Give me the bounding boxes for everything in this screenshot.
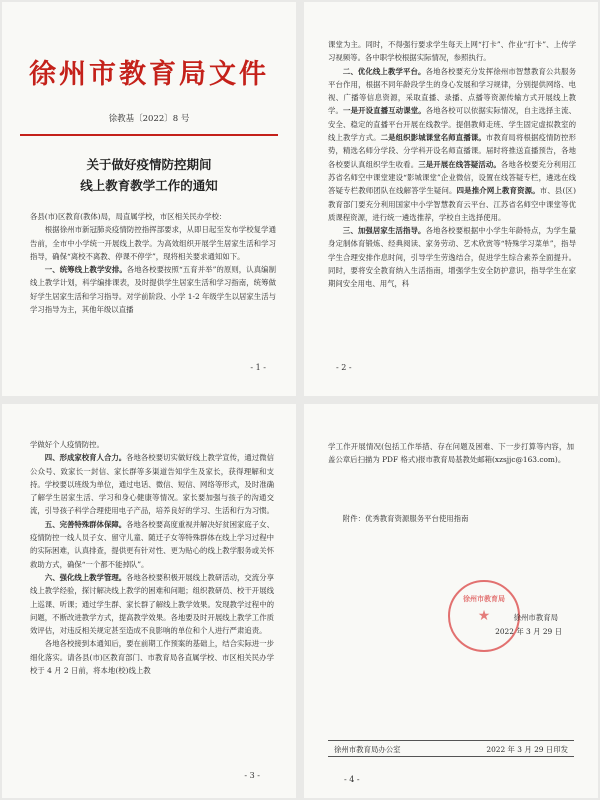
sub-item-3-text: 各地各校要充分利用江苏省名师空中课堂建设“影城课堂”企业微信，设置在线答疑专栏，遴选在线答疑专栏教师团队在线解答学生疑问。 [328,159,576,196]
section-6-heading: 六、强化线上教学管理。 [44,572,127,582]
page-1-body [30,210,276,316]
section-6-paragraph [30,571,274,637]
section-3-heading: 三、加强居家生活指导。 [342,226,426,236]
section-2-heading: 二、优化线上教学平台。 [342,66,426,76]
seal-star-icon: ★ [477,608,491,624]
section-5-heading: 五、完善特殊群体保障。 [44,519,127,529]
sub-item-4-text: 市、县(区)教育部门要充分利用国家中小学智慧教育云平台、江苏省名师空中课堂等优质课程资源，进行统一遴选推荐，学校自主选择使用。 [328,186,576,222]
document-number: 徐教基〔2022〕8 号 [108,114,190,124]
continued-text: 学做好个人疫情防控。 [30,440,104,449]
salutation: 各县(市)区教育(教体)局，局直属学校，市区相关民办学校： [30,212,227,221]
section-3-text: 各地各校要根据中小学生年龄特点，为学生量身定制体育锻炼、经典阅读、家务劳动、艺术欣赏等“特殊学习菜单”，指导学生合理安排作息时间，引导学生劳逸结合，促进学生综合素养全面提升。同时，要将安全教育纳入生活指南，增强学生安全防护意识，指导学生在家期间安全用电、用气，科 [328,226,576,289]
page-2 [304,2,598,396]
page-number: - 4 - [344,775,360,784]
footer-print-date: 2022 年 3 月 29 日印发 [486,745,568,754]
section-6-text: 各地各校要积极开展线上教研活动，交流分享线上教学经验，探讨解决线上教学的困难和问题；组织教研员、校干开展线上巡课、听课；通过学生群、家长群了解线上教学效果。发现教学过程中的问题，不断改进教学方式，提高教学效果。各地要及时开展线上教学工作质效评估，对违反相关规定甚至造成不良影响的单位和个人进行严肃追责。 [30,572,274,636]
section-1-text: 各地各校要按照“五育并举”的原则，认真编制线上教学计划，科学编排课表，及时提供学生居家生活和学习指南，统筹做好学生居家生活和学习指导。对学前阶段、小学 1-2 年级学生以居家生活与学习指导为主，其他年级以直播 [30,265,276,315]
page-4 [304,404,598,798]
sub-item-1-text: 各地各校可以依据实际情况，自主选择主流、安全、稳定的直播平台开展在线教学。提倡教师走班、学生固定虚拟教室的线上教学方式。 [328,106,576,143]
section-2-paragraph [328,65,576,225]
closing-paragraph: 各地各校接到本通知后，要在前期工作预案的基础上，结合实际进一步细化落实。请各县(市)区教育部门、市教育局各直属学校、市区相关民办学校于 4 月 2 日前，将本地(校)线上教 [30,639,274,676]
continued-text: 学工作开展情况(包括工作举措、存在问题及困难、下一步打算等内容，加盖公章后扫描为 PDF 格式)报市教育局基教处邮箱(xzsjjc@163.com)。 [328,442,574,465]
notice-title-line-2: 线上教育教学工作的通知 [80,178,218,193]
seal-text: 徐州市教育局 [463,594,505,603]
sub-item-2-text: 市教育局将根据疫情防控形势，精选名师分学段、分学科开设名师直播课。届时将推送直播预告，各地各校要认真组织学生收看。 [328,133,576,169]
attachment-line: 附件：优秀教育资源服务平台使用指南 [342,514,469,523]
footer-bottom-rule [328,756,574,757]
sub-item-3-heading: 三是开展在线答疑活动。 [418,159,501,169]
section-5-text: 各地各校要高度重视并解决好贫困家庭子女、疫情防控一线人员子女、留守儿童、随迁子女等特殊群体在线上学习过程中的实际困难，认真排查，提供更有针对性、更为贴心的线上教学服务或关怀救助方式，确保“一个都不能掉队”。 [30,519,274,569]
section-1-paragraph [30,263,276,316]
red-divider [20,134,278,136]
sub-item-2-heading: 二是组织影城课堂名师直播课。 [380,133,486,143]
section-4-heading: 四、形成家校育人合力。 [44,453,127,463]
footer-issuing-office: 徐州市教育局办公室 [334,745,401,754]
footer-top-rule [328,740,574,741]
page-number: - 2 - [336,363,352,372]
issuer-name: 徐州市教育局 [513,613,558,622]
notice-title-line-1: 关于做好疫情防控期间 [86,157,212,172]
official-seal [448,580,520,652]
page-4-body [328,440,574,467]
section-5-paragraph [30,518,274,571]
section-4-paragraph [30,451,274,517]
page-number: - 3 - [244,771,260,780]
sub-item-1-heading: 一是开设直播互动课堂。 [343,106,426,116]
sub-item-4-heading: 四是推介网上教育资源。 [456,186,540,196]
document-header-title: 徐州市教育局文件 [29,59,269,90]
section-2-text: 各地各校要充分发挥徐州市智慧教育公共服务平台作用，根据不同年龄段学生的身心发展和学习规律，分别提供网络、电视、广播等信息资源，采取直播、录播、点播等资源传输方式开展线上教学。 [328,66,576,116]
intro-paragraph: 根据徐州市新冠肺炎疫情防控指挥部要求，从即日起至发布学校复学通告前，全市中小学统一开展线上教学。为高效组织开展学生居家生活和学习指导，确保“离校不离教、停课不停学”，现将相关要求通知如下。 [30,225,276,261]
notice-title [2,154,296,196]
continued-text: 课堂为主。同时，不得强行要求学生每天上网“打卡”、作业“打卡”、上传学习视频等。各中职学校根据实际情况，参照执行。 [328,40,576,63]
page-1 [2,2,296,396]
section-4-text: 各地各校要切实做好线上教学宣传，通过微信公众号、致家长一封信、家长群等多渠道告知学生及家长，获得理解和支持。学校要以班级为单位，通过电话、微信、短信、网络等形式，及时准确了解学生居家生活、学习和身心健康等情况。家长要加强与孩子的沟通交流，引导孩子科学合理使用电子产品，培养良好的学习、生活和行为习惯。 [30,453,274,516]
page-3 [2,404,296,798]
page-2-body [328,38,576,291]
page-number: - 1 - [250,363,266,372]
section-1-heading: 一、统筹线上教学安排。 [44,265,127,275]
page-3-body [30,438,274,677]
section-3-paragraph [328,224,576,290]
signing-date: 2022 年 3 月 29 日 [495,627,562,636]
